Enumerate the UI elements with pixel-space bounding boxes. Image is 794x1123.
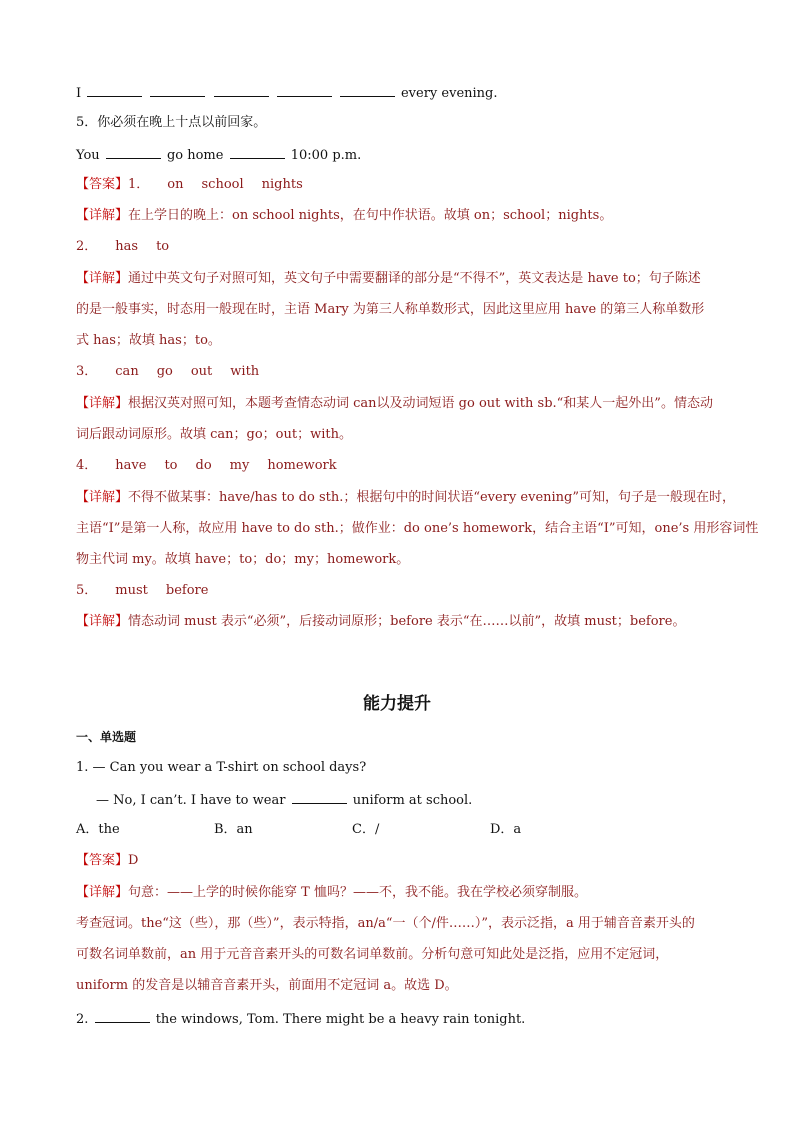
section-subtitle: 一、单选题 — [76, 730, 137, 744]
mcq-1-question: 1. — Can you wear a T-shirt on school days? — [76, 760, 367, 775]
q4-sentence: I every evening. — [76, 86, 498, 101]
detail-1: 【详解】在上学日的晚上：on school nights，在句中作状语。故填 on；school；nights。 — [76, 208, 613, 223]
answer-5: 5． must before — [76, 583, 209, 598]
section-title: 能力提升 — [363, 694, 431, 714]
mcq-1-detail-line-3: 可数名词单数前，an 用于元音音素开头的可数名词单数前。分析句意可知此处是泛指，应用不定冠词， — [76, 947, 669, 962]
answer-4: 4． have to do my homework — [76, 458, 337, 473]
detail-5: 【详解】情态动词 must 表示“必须”，后接动词原形；before 表示“在……以前”，故填 must；before。 — [76, 614, 686, 629]
detail-4-line-2: 主语“I”是第一人称，故应用 have to do sth.；做作业：do one’s homework，结合主语“I”可知，one’s 用形容词性 — [76, 521, 759, 536]
mcq-1-options — [76, 822, 628, 838]
mcq-1-detail-line-4: uniform 的发音是以辅音音素开头，前面用不定冠词 a。故选 D。 — [76, 978, 458, 993]
answer-line: 【答案】1． on school nights — [76, 177, 303, 192]
blank — [340, 84, 395, 97]
blank — [214, 84, 269, 97]
blank — [106, 146, 161, 159]
detail-2-line-3: 式 has；故填 has；to。 — [76, 333, 221, 348]
detail-4-line-3: 物主代词 my。故填 have；to；do；my；homework。 — [76, 552, 410, 567]
q5-sentence: You go home 10:00 p.m. — [76, 148, 362, 163]
blank — [292, 791, 347, 804]
option-c: C．/ — [352, 822, 380, 837]
q5-chinese: 5．你必须在晚上十点以前回家。 — [76, 115, 267, 130]
detail-2: 【详解】通过中英文句子对照可知，英文句子中需要翻译的部分是“不得不”，英文表达是 have to；句子陈述 — [76, 271, 701, 286]
blank — [230, 146, 285, 159]
blank — [87, 84, 142, 97]
option-b: B．an — [214, 822, 253, 837]
blank — [95, 1010, 150, 1023]
detail-2-line-2: 的是一般事实，时态用一般现在时，主语 Mary 为第三人称单数形式，因此这里应用 have 的第三人称单数形 — [76, 302, 705, 317]
mcq-1-detail-line-2: 考查冠词。the“这（些），那（些）”，表示特指，an/a“一（个/件……）”，表示泛指，a 用于辅音音素开头的 — [76, 916, 695, 931]
detail-3: 【详解】根据汉英对照可知，本题考查情态动词 can以及动词短语 go out with sb.“和某人一起外出”。情态动 — [76, 396, 713, 411]
detail-3-line-2: 词后跟动词原形。故填 can；go；out；with。 — [76, 427, 352, 442]
answer-2: 2． has to — [76, 239, 170, 254]
answer-3: 3． can go out with — [76, 364, 260, 379]
mcq-1-detail: 【详解】句意：——上学的时候你能穿 T 恤吗？——不，我不能。我在学校必须穿制服。 — [76, 885, 587, 900]
mcq-1-answer: 【答案】D — [76, 853, 139, 868]
blank — [277, 84, 332, 97]
mcq-2-question: 2. the windows, Tom. There might be a heavy rain tonight. — [76, 1012, 526, 1027]
blank — [150, 84, 205, 97]
detail-4: 【详解】不得不做某事：have/has to do sth.；根据句中的时间状语“every evening”可知，句子是一般现在时， — [76, 490, 736, 505]
option-d: D．a — [490, 822, 522, 837]
option-a: A．the — [76, 822, 120, 837]
mcq-1-reply: — No, I can’t. I have to wear uniform at school. — [96, 793, 473, 808]
